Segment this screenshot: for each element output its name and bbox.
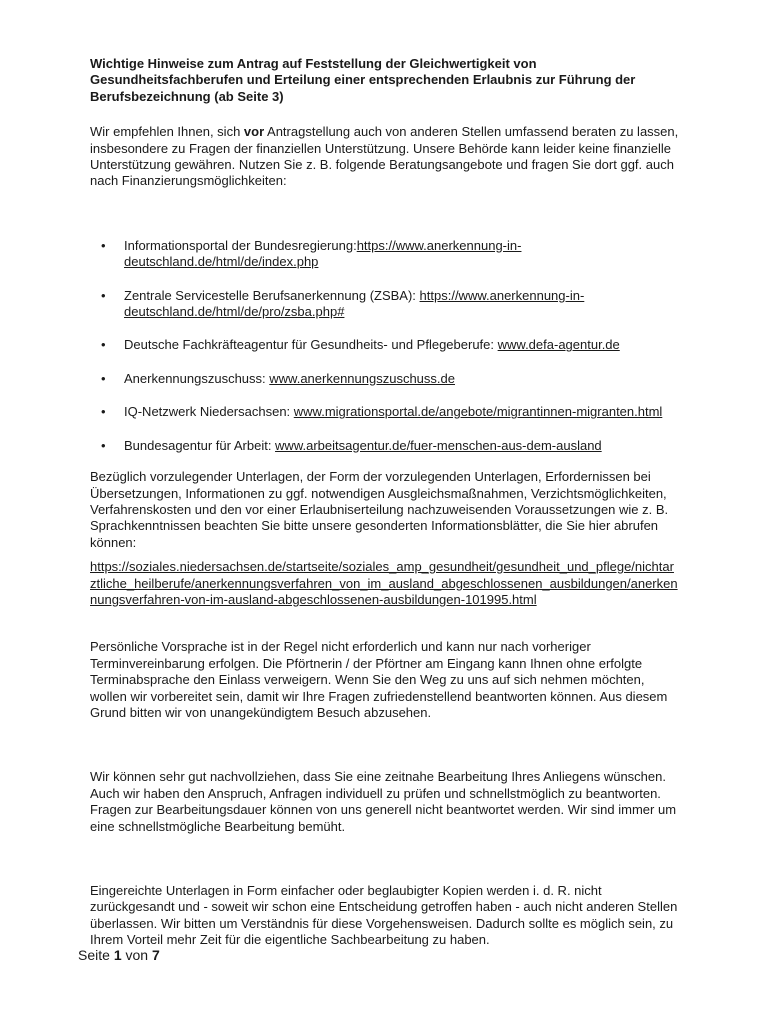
bullet-icon: • <box>101 337 106 353</box>
bullet-icon: • <box>101 370 106 386</box>
link-niedersachsen-info[interactable]: https://soziales.niedersachsen.de/startseite/soziales_amp_gesundheit/gesundheit_und_pflege/nichtarztliche_heilberufe/anerkennungsverfahren_von_im_ausland_abgeschlossenen_ausbildungen/anerkennungsverfahren-von-im-ausland-abgeschlossenen-ausbildungen-101995.html <box>90 559 678 607</box>
advice-list <box>90 238 680 454</box>
list-item-label: Zentrale Servicestelle Berufsanerkennung (ZSBA): <box>124 287 420 303</box>
intro-text-bold: vor <box>243 124 265 140</box>
intro-paragraph <box>90 124 680 190</box>
document-page <box>90 56 680 949</box>
list-item <box>90 288 680 321</box>
documents-paragraph: Bezüglich vorzulegender Unterlagen, der Form der vorzulegenden Unterlagen, Erfordernissen bei Übersetzungen, Informationen zu ggf. notwendigen Ausgleichsmaßnahmen, Verzichtsmöglichkeiten, Verfahrenskosten und den vor einer Erlaubniserteilung nachzuweisenden Voraussetzungen wie z. B. Sprachkenntnissen beachten Sie bitte unsere gesonderten Informationsblätter, die Sie hier abrufen können: <box>90 469 669 550</box>
bullet-icon: • <box>101 287 106 303</box>
processing-time-paragraph: Wir können sehr gut nachvollziehen, dass Sie eine zeitnahe Bearbeitung Ihres Anliegens wünschen. Auch wir haben den Anspruch, Anfragen individuell zu prüfen und schnellstmöglich zu beantworten. Fragen zur Bearbeitungsdauer können von uns generell nicht beantwortet werden. Wir sind immer um eine schnellstmögliche Bearbeitung bemüht. <box>90 769 677 834</box>
documents-return-paragraph: Eingereichte Unterlagen in Form einfacher oder beglaubigter Kopien werden i. d. R. nicht zurückgesandt und - soweit wir schon eine Entscheidung getroffen haben - auch nicht anderen Stellen überlassen. Wir bitten um Verständnis für diese Vorgehensweisen. Dadurch sollte es möglich sein, zu Ihrem Vorteil mehr Zeit für die eigentliche Sachbearbeitung zu haben. <box>90 883 678 948</box>
intro-text-before: Wir empfehlen Ihnen, sich <box>90 124 244 140</box>
list-item-label: Informationsportal der Bundesregierung: <box>124 237 357 253</box>
link-anerkennung-portal[interactable]: https://www.anerkennung-in-deutschland.de/html/de/index.php <box>124 237 522 270</box>
document-title: Wichtige Hinweise zum Antrag auf Feststellung der Gleichwertigkeit von Gesundheitsfachberufen und Erteilung einer entsprechenden Erlaubnis zur Führung der Berufsbezeichnung (ab Seite 3) <box>90 56 636 104</box>
documents-url-paragraph <box>90 559 680 608</box>
list-item <box>90 371 680 387</box>
list-item-label: IQ-Netzwerk Niedersachsen: <box>124 404 294 420</box>
bullet-icon: • <box>101 237 106 253</box>
link-anerkennungszuschuss[interactable]: www.anerkennungszuschuss.de <box>269 370 455 386</box>
intro-text-after: Antragstellung auch von anderen Stellen umfassend beraten zu lassen, insbesondere zu Fragen der finanziellen Unterstützung. Unsere Behörde kann leider keine finanzielle Unterstützung gewähren. Nutzen Sie z. B. folgende Beratungsangebote und fragen Sie dort ggf. auch nach Finanzierungsmöglichkeiten: <box>90 124 679 189</box>
visit-paragraph: Persönliche Vorsprache ist in der Regel nicht erforderlich und kann nur nach vorheriger Terminvereinbarung erfolgen. Die Pförtnerin / der Pförtner am Eingang kann Ihnen ohne erfolgte Terminabsprache den Einlass verweigern. Wenn Sie den Weg zu uns auf sich nehmen möchten, wollen wir vorbereitet sein, damit wir Ihre Fragen zufriedenstellend beantworten können. Aus diesem Grund bitten wir von unangekündigtem Besuch abzusehen. <box>90 639 668 720</box>
link-defa[interactable]: www.defa-agentur.de <box>497 337 620 353</box>
page-number-total: 7 <box>151 947 160 963</box>
link-zsba[interactable]: https://www.anerkennung-in-deutschland.de/html/de/pro/zsba.php# <box>124 287 585 320</box>
list-item <box>90 337 680 353</box>
list-item <box>90 438 680 454</box>
list-item-label: Anerkennungszuschuss: <box>124 370 270 386</box>
list-item <box>90 404 680 420</box>
page-number <box>78 947 160 963</box>
link-iq-netzwerk[interactable]: www.migrationsportal.de/angebote/migrantinnen-migranten.html <box>293 404 663 420</box>
bullet-icon: • <box>101 437 106 453</box>
list-item-label: Bundesagentur für Arbeit: <box>124 437 276 453</box>
page-number-middle: von <box>121 947 152 963</box>
list-item-label: Deutsche Fachkräfteagentur für Gesundheits- und Pflegeberufe: <box>124 337 498 353</box>
bullet-icon: • <box>101 404 106 420</box>
link-arbeitsagentur[interactable]: www.arbeitsagentur.de/fuer-menschen-aus-dem-ausland <box>275 437 602 453</box>
page-number-prefix: Seite <box>78 947 114 963</box>
page-number-current: 1 <box>113 947 122 963</box>
list-item <box>90 238 680 271</box>
